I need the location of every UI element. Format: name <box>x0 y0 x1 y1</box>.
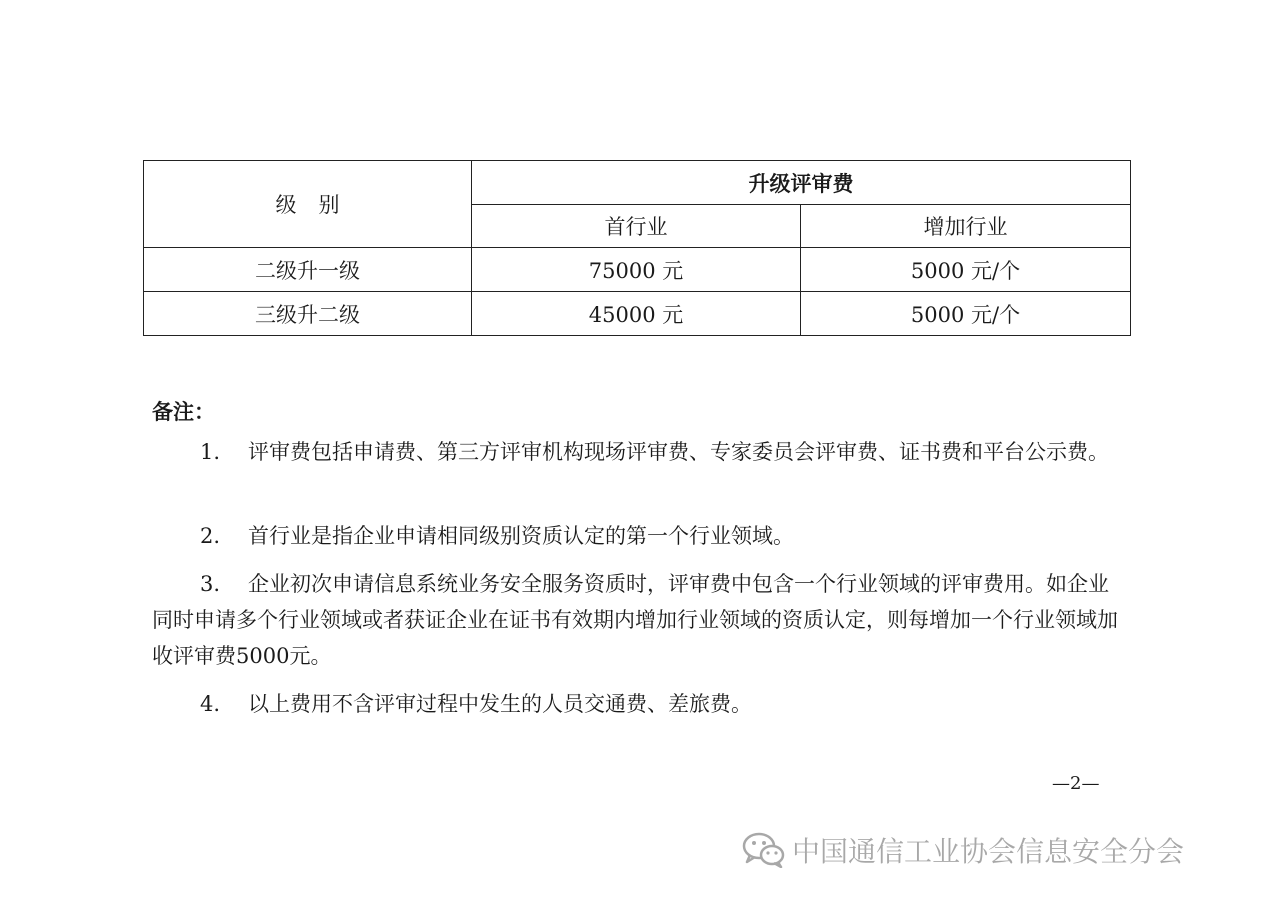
level-cell: 二级升一级 <box>144 248 472 292</box>
watermark-text: 中国通信工业协会信息安全分会 <box>792 835 1185 868</box>
first-fee-cell: 75000 元 <box>472 248 801 292</box>
level-header: 级别 <box>144 161 472 248</box>
wechat-icon <box>742 832 786 868</box>
table-row <box>144 248 1131 292</box>
first-fee-cell: 45000 元 <box>472 292 801 336</box>
note-item <box>152 566 1118 674</box>
note-number: 4. <box>200 692 221 716</box>
note-item <box>152 686 1118 722</box>
added-fee-cell: 5000 元/个 <box>801 248 1131 292</box>
note-number: 2. <box>200 524 221 548</box>
note-text: 企业初次申请信息系统业务安全服务资质时，评审费中包含一个行业领域的评审费用。如企业同时申请多个行业领域或者获证企业在证书有效期内增加行业领域的资质认定，则每增加一个行业领域加收评审费5000元。 <box>152 572 1118 668</box>
note-text: 首行业是指企业申请相同级别资质认定的第一个行业领域。 <box>248 524 794 548</box>
added-industry-header: 增加行业 <box>801 205 1131 248</box>
table-row <box>144 292 1131 336</box>
fee-header: 升级评审费 <box>472 161 1131 205</box>
note-number: 1. <box>200 440 221 464</box>
note-item <box>152 518 1118 554</box>
level-cell: 三级升二级 <box>144 292 472 336</box>
note-item <box>152 434 1118 470</box>
watermark <box>742 830 1184 870</box>
added-fee-cell: 5000 元/个 <box>801 292 1131 336</box>
note-text: 评审费包括申请费、第三方评审机构现场评审费、专家委员会评审费、证书费和平台公示费。 <box>248 440 1109 464</box>
note-number: 3. <box>200 572 221 596</box>
first-industry-header: 首行业 <box>472 205 801 248</box>
page-number: —2— <box>1052 773 1100 794</box>
fee-table <box>143 160 1131 336</box>
notes-title: 备注： <box>152 399 215 424</box>
note-text: 以上费用不含评审过程中发生的人员交通费、差旅费。 <box>248 692 752 716</box>
